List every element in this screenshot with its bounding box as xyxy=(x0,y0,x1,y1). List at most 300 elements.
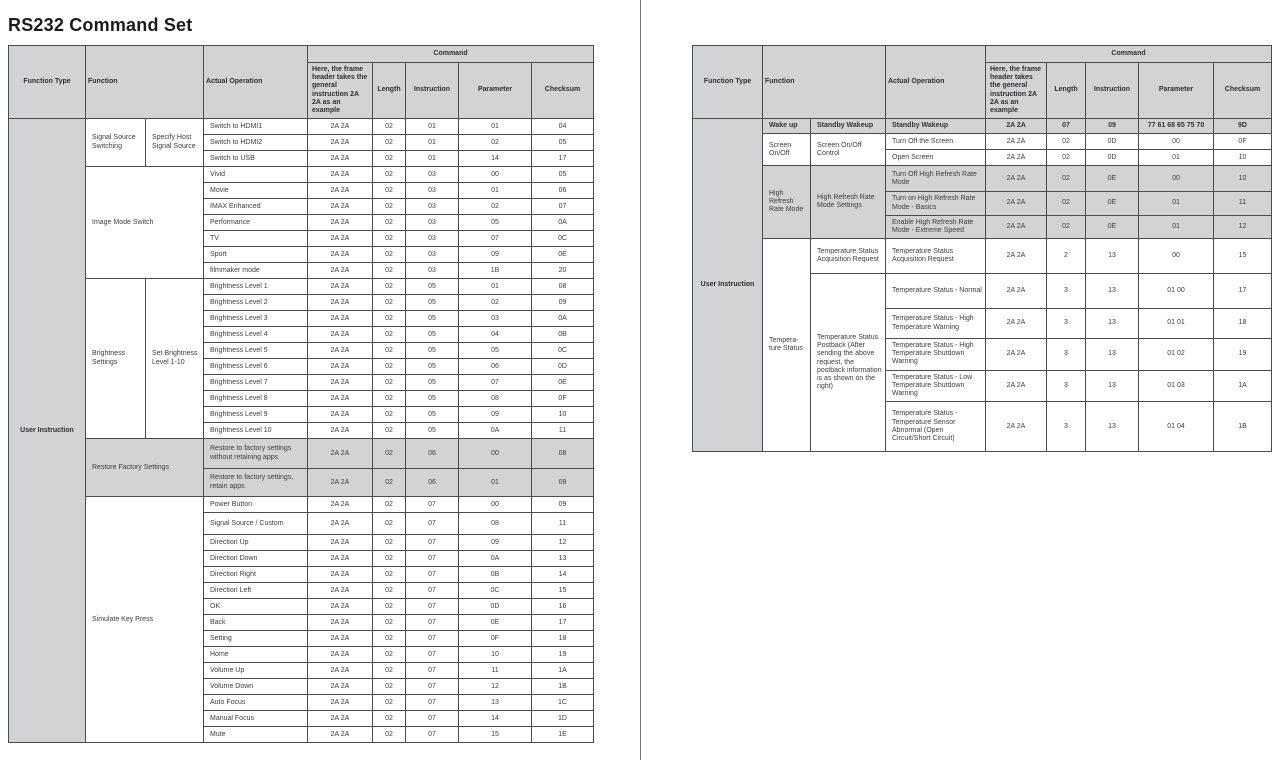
checksum-cell: 10 xyxy=(1214,166,1272,192)
instruction-cell: 07 xyxy=(406,535,459,551)
checksum-cell: 06 xyxy=(532,183,594,199)
header-function-type: Function Type xyxy=(693,46,763,119)
instruction-cell: 05 xyxy=(406,375,459,391)
parameter-cell: 01 xyxy=(1139,215,1214,238)
frame-header-cell: 2A 2A xyxy=(308,295,373,311)
parameter-cell: 0C xyxy=(459,583,532,599)
checksum-cell: 08 xyxy=(532,439,594,469)
length-cell: 02 xyxy=(373,247,406,263)
checksum-cell: 0E xyxy=(532,247,594,263)
parameter-cell: 07 xyxy=(459,375,532,391)
header-parameter: Parameter xyxy=(1139,63,1214,119)
frame-header-cell: 2A 2A xyxy=(308,231,373,247)
instruction-cell: 07 xyxy=(406,695,459,711)
instruction-cell: 13 xyxy=(1086,239,1139,274)
checksum-cell: 15 xyxy=(532,583,594,599)
frame-header-cell: 2A 2A xyxy=(308,599,373,615)
operation-cell: Turn on High Refresh Rate Mode - Basics xyxy=(886,192,986,215)
frame-header-cell: 2A 2A xyxy=(308,663,373,679)
parameter-cell: 00 xyxy=(1139,134,1214,150)
frame-header-cell: 2A 2A xyxy=(308,711,373,727)
header-function-type: Function Type xyxy=(9,46,86,119)
frame-header-cell: 2A 2A xyxy=(308,439,373,469)
length-cell: 02 xyxy=(373,567,406,583)
length-cell: 02 xyxy=(373,279,406,295)
frame-header-cell: 2A 2A xyxy=(308,167,373,183)
frame-header-cell: 2A 2A xyxy=(308,567,373,583)
frame-header-cell: 2A 2A xyxy=(308,279,373,295)
length-cell: 02 xyxy=(1047,166,1086,192)
length-cell: 02 xyxy=(373,695,406,711)
instruction-cell: 01 xyxy=(406,135,459,151)
instruction-cell: 13 xyxy=(1086,370,1139,402)
header-instruction: Instruction xyxy=(1086,63,1139,119)
operation-cell: Back xyxy=(204,615,308,631)
parameter-cell: 15 xyxy=(459,727,532,743)
frame-header-cell: 2A 2A xyxy=(308,391,373,407)
length-cell: 02 xyxy=(373,183,406,199)
parameter-cell: 11 xyxy=(459,663,532,679)
function-cell: Wake up xyxy=(763,119,811,134)
parameter-cell: 00 xyxy=(1139,166,1214,192)
operation-cell: Performance xyxy=(204,215,308,231)
checksum-cell: 0F xyxy=(1214,134,1272,150)
instruction-cell: 03 xyxy=(406,263,459,279)
operation-cell: Auto Focus xyxy=(204,695,308,711)
length-cell: 02 xyxy=(373,663,406,679)
table-row xyxy=(693,166,1272,192)
length-cell: 02 xyxy=(373,407,406,423)
instruction-cell: 07 xyxy=(406,551,459,567)
instruction-cell: 0E xyxy=(1086,215,1139,238)
table-row xyxy=(9,439,594,469)
operation-cell: Switch to HDMI1 xyxy=(204,119,308,135)
length-cell: 02 xyxy=(373,343,406,359)
length-cell: 3 xyxy=(1047,274,1086,309)
table-row xyxy=(9,497,594,513)
instruction-cell: 06 xyxy=(406,469,459,497)
operation-cell: Turn Off the Screen xyxy=(886,134,986,150)
checksum-cell: 0B xyxy=(532,327,594,343)
instruction-cell: 01 xyxy=(406,151,459,167)
table-row xyxy=(693,119,1272,134)
frame-header-cell: 2A 2A xyxy=(308,247,373,263)
frame-header-cell: 2A 2A xyxy=(308,343,373,359)
instruction-cell: 05 xyxy=(406,327,459,343)
frame-header-cell: 2A 2A xyxy=(308,311,373,327)
instruction-cell: 05 xyxy=(406,391,459,407)
subfunction-cell: High Refresh Rate Mode Settings xyxy=(811,166,886,239)
parameter-cell: 01 xyxy=(459,119,532,135)
operation-cell: Switch to HDMI2 xyxy=(204,135,308,151)
parameter-cell: 02 xyxy=(459,199,532,215)
header-function: Function xyxy=(763,46,886,119)
checksum-cell: 12 xyxy=(1214,215,1272,238)
function-cell: Tempera-ture Status xyxy=(763,239,811,452)
length-cell: 02 xyxy=(373,711,406,727)
function-cell: Screen On/Off xyxy=(763,134,811,166)
frame-header-cell: 2A 2A xyxy=(308,407,373,423)
checksum-cell: 18 xyxy=(1214,309,1272,339)
length-cell: 02 xyxy=(373,119,406,135)
parameter-cell: 00 xyxy=(459,497,532,513)
instruction-cell: 07 xyxy=(406,615,459,631)
frame-header-cell: 2A 2A xyxy=(308,551,373,567)
length-cell: 02 xyxy=(373,513,406,535)
parameter-cell: 05 xyxy=(459,343,532,359)
operation-cell: Temperature Status - Normal xyxy=(886,274,986,309)
table-body xyxy=(9,119,594,743)
instruction-cell: 0E xyxy=(1086,192,1139,215)
header-checksum: Checksum xyxy=(1214,63,1272,119)
parameter-cell: 00 xyxy=(459,167,532,183)
instruction-cell: 07 xyxy=(406,727,459,743)
checksum-cell: 0F xyxy=(532,391,594,407)
frame-header-cell: 2A 2A xyxy=(308,199,373,215)
parameter-cell: 08 xyxy=(459,513,532,535)
instruction-cell: 07 xyxy=(406,567,459,583)
checksum-cell: 11 xyxy=(532,513,594,535)
checksum-cell: 1C xyxy=(532,695,594,711)
frame-header-cell: 2A 2A xyxy=(308,423,373,439)
parameter-cell: 01 01 xyxy=(1139,309,1214,339)
header-frame-note: Here, the frame header takes the general instruction 2A 2A as an example xyxy=(986,63,1047,119)
frame-header-cell: 2A 2A xyxy=(308,631,373,647)
parameter-cell: 0B xyxy=(459,567,532,583)
instruction-cell: 05 xyxy=(406,311,459,327)
checksum-cell: 05 xyxy=(532,135,594,151)
operation-cell: Signal Source / Custom xyxy=(204,513,308,535)
subfunction-cell: Set Brightness Level 1-10 xyxy=(146,279,204,439)
parameter-cell: 0A xyxy=(459,551,532,567)
parameter-cell: 01 xyxy=(459,279,532,295)
function-cell: Brightness Settings xyxy=(86,279,146,439)
parameter-cell: 0E xyxy=(459,615,532,631)
parameter-cell: 00 xyxy=(459,439,532,469)
operation-cell: Home xyxy=(204,647,308,663)
instruction-cell: 13 xyxy=(1086,274,1139,309)
checksum-cell: 1A xyxy=(1214,370,1272,402)
length-cell: 02 xyxy=(373,599,406,615)
length-cell: 3 xyxy=(1047,309,1086,339)
operation-cell: Vivid xyxy=(204,167,308,183)
operation-cell: Brightness Level 9 xyxy=(204,407,308,423)
frame-header-cell: 2A 2A xyxy=(308,359,373,375)
checksum-cell: 9D xyxy=(1214,119,1272,134)
parameter-cell: 01 xyxy=(459,469,532,497)
instruction-cell: 07 xyxy=(406,711,459,727)
frame-header-cell: 2A 2A xyxy=(308,535,373,551)
frame-header-cell: 2A 2A xyxy=(986,239,1047,274)
parameter-cell: 09 xyxy=(459,535,532,551)
instruction-cell: 03 xyxy=(406,167,459,183)
length-cell: 02 xyxy=(373,551,406,567)
instruction-cell: 0D xyxy=(1086,134,1139,150)
operation-cell: Brightness Level 1 xyxy=(204,279,308,295)
table-row xyxy=(693,239,1272,274)
instruction-cell: 05 xyxy=(406,295,459,311)
length-cell: 02 xyxy=(373,647,406,663)
frame-header-cell: 2A 2A xyxy=(986,215,1047,238)
operation-cell: Brightness Level 5 xyxy=(204,343,308,359)
checksum-cell: 19 xyxy=(1214,339,1272,371)
length-cell: 2 xyxy=(1047,239,1086,274)
checksum-cell: 07 xyxy=(532,199,594,215)
table-header-row xyxy=(693,46,1272,63)
function-cell: Signal Source Switching xyxy=(86,119,146,167)
checksum-cell: 17 xyxy=(1214,274,1272,309)
operation-cell: Switch to USB xyxy=(204,151,308,167)
operation-cell: Restore to factory settings without retaining apps xyxy=(204,439,308,469)
header-function: Function xyxy=(86,46,204,119)
frame-header-cell: 2A 2A xyxy=(308,647,373,663)
length-cell: 02 xyxy=(373,615,406,631)
checksum-cell: 0A xyxy=(532,311,594,327)
length-cell: 02 xyxy=(373,535,406,551)
length-cell: 02 xyxy=(1047,134,1086,150)
parameter-cell: 06 xyxy=(459,359,532,375)
instruction-cell: 07 xyxy=(406,497,459,513)
instruction-cell: 05 xyxy=(406,279,459,295)
function-cell: High Refresh Rate Mode xyxy=(763,166,811,239)
frame-header-cell: 2A 2A xyxy=(308,375,373,391)
operation-cell: Brightness Level 4 xyxy=(204,327,308,343)
instruction-cell: 13 xyxy=(1086,339,1139,371)
length-cell: 02 xyxy=(373,375,406,391)
function-cell: Simulate Key Press xyxy=(86,497,204,743)
length-cell: 02 xyxy=(373,311,406,327)
operation-cell: OK xyxy=(204,599,308,615)
page-divider-line xyxy=(640,0,641,760)
length-cell: 3 xyxy=(1047,370,1086,402)
checksum-cell: 10 xyxy=(1214,150,1272,166)
parameter-cell: 77 61 68 65 75 70 xyxy=(1139,119,1214,134)
operation-cell: Direction Down xyxy=(204,551,308,567)
checksum-cell: 1A xyxy=(532,663,594,679)
parameter-cell: 1B xyxy=(459,263,532,279)
length-cell: 02 xyxy=(373,439,406,469)
operation-cell: Direction Up xyxy=(204,535,308,551)
operation-cell: Direction Right xyxy=(204,567,308,583)
checksum-cell: 04 xyxy=(532,119,594,135)
checksum-cell: 0D xyxy=(532,359,594,375)
length-cell: 02 xyxy=(1047,192,1086,215)
checksum-cell: 14 xyxy=(532,567,594,583)
checksum-cell: 11 xyxy=(532,423,594,439)
frame-header-cell: 2A 2A xyxy=(308,583,373,599)
instruction-cell: 03 xyxy=(406,231,459,247)
length-cell: 3 xyxy=(1047,339,1086,371)
frame-header-cell: 2A 2A xyxy=(308,513,373,535)
operation-cell: Open Screen xyxy=(886,150,986,166)
instruction-cell: 07 xyxy=(406,599,459,615)
length-cell: 02 xyxy=(373,151,406,167)
instruction-cell: 07 xyxy=(406,583,459,599)
instruction-cell: 01 xyxy=(406,119,459,135)
frame-header-cell: 2A 2A xyxy=(986,309,1047,339)
operation-cell: Power Button xyxy=(204,497,308,513)
instruction-cell: 07 xyxy=(406,513,459,535)
parameter-cell: 0A xyxy=(459,423,532,439)
operation-cell: Mute xyxy=(204,727,308,743)
instruction-cell: 03 xyxy=(406,215,459,231)
parameter-cell: 01 xyxy=(1139,192,1214,215)
checksum-cell: 11 xyxy=(1214,192,1272,215)
parameter-cell: 01 00 xyxy=(1139,274,1214,309)
checksum-cell: 09 xyxy=(532,469,594,497)
instruction-cell: 05 xyxy=(406,343,459,359)
operation-cell: Temperature Status - Low Temperature Shutdown Warning xyxy=(886,370,986,402)
parameter-cell: 02 xyxy=(459,135,532,151)
parameter-cell: 10 xyxy=(459,647,532,663)
instruction-cell: 07 xyxy=(406,631,459,647)
frame-header-cell: 2A 2A xyxy=(986,370,1047,402)
header-command: Command xyxy=(986,46,1272,63)
checksum-cell: 12 xyxy=(532,535,594,551)
parameter-cell: 00 xyxy=(1139,239,1214,274)
parameter-cell: 02 xyxy=(459,295,532,311)
length-cell: 02 xyxy=(1047,215,1086,238)
frame-header-cell: 2A 2A xyxy=(308,695,373,711)
instruction-cell: 0D xyxy=(1086,150,1139,166)
table-row xyxy=(9,167,594,183)
frame-header-cell: 2A 2A xyxy=(986,339,1047,371)
frame-header-cell: 2A 2A xyxy=(308,615,373,631)
parameter-cell: 12 xyxy=(459,679,532,695)
checksum-cell: 1E xyxy=(532,727,594,743)
checksum-cell: 15 xyxy=(1214,239,1272,274)
length-cell: 02 xyxy=(1047,150,1086,166)
operation-cell: TV xyxy=(204,231,308,247)
parameter-cell: 03 xyxy=(459,311,532,327)
checksum-cell: 20 xyxy=(532,263,594,279)
parameter-cell: 01 xyxy=(459,183,532,199)
operation-cell: IMAX Enhanced xyxy=(204,199,308,215)
parameter-cell: 05 xyxy=(459,215,532,231)
checksum-cell: 17 xyxy=(532,615,594,631)
function-cell: Image Mode Switch xyxy=(86,167,204,279)
length-cell: 02 xyxy=(373,497,406,513)
operation-cell: Volume Up xyxy=(204,663,308,679)
parameter-cell: 09 xyxy=(459,407,532,423)
frame-header-cell: 2A 2A xyxy=(308,679,373,695)
subfunction-cell: Temperature Status Postback (After sending the above request, the postback information is as shown on the right) xyxy=(811,274,886,452)
length-cell: 02 xyxy=(373,359,406,375)
page-title: RS232 Command Set xyxy=(8,15,193,36)
operation-cell: Brightness Level 6 xyxy=(204,359,308,375)
frame-header-cell: 2A 2A xyxy=(986,119,1047,134)
frame-header-cell: 2A 2A xyxy=(308,727,373,743)
checksum-cell: 10 xyxy=(532,407,594,423)
instruction-cell: 03 xyxy=(406,183,459,199)
length-cell: 02 xyxy=(373,727,406,743)
parameter-cell: 14 xyxy=(459,711,532,727)
operation-cell: Temperature Status Acquisition Request xyxy=(886,239,986,274)
length-cell: 02 xyxy=(373,391,406,407)
checksum-cell: 13 xyxy=(532,551,594,567)
frame-header-cell: 2A 2A xyxy=(986,166,1047,192)
instruction-cell: 07 xyxy=(406,663,459,679)
length-cell: 02 xyxy=(373,469,406,497)
length-cell: 02 xyxy=(373,631,406,647)
frame-header-cell: 2A 2A xyxy=(308,135,373,151)
frame-header-cell: 2A 2A xyxy=(308,119,373,135)
operation-cell: Setting xyxy=(204,631,308,647)
operation-cell: Temperature Status - Temperature Sensor Abnormal (Open Circuit/Short Circuit) xyxy=(886,402,986,452)
parameter-cell: 01 xyxy=(1139,150,1214,166)
header-actual-operation: Actual Operation xyxy=(204,46,308,119)
operation-cell: Turn Off High Refresh Rate Mode xyxy=(886,166,986,192)
frame-header-cell: 2A 2A xyxy=(986,150,1047,166)
length-cell: 02 xyxy=(373,135,406,151)
length-cell: 02 xyxy=(373,327,406,343)
operation-cell: Brightness Level 7 xyxy=(204,375,308,391)
length-cell: 07 xyxy=(1047,119,1086,134)
subfunction-cell: Specify Host Signal Source xyxy=(146,119,204,167)
checksum-cell: 09 xyxy=(532,497,594,513)
length-cell: 02 xyxy=(373,215,406,231)
parameter-cell: 07 xyxy=(459,231,532,247)
header-instruction: Instruction xyxy=(406,63,459,119)
frame-header-cell: 2A 2A xyxy=(308,151,373,167)
checksum-cell: 1D xyxy=(532,711,594,727)
length-cell: 02 xyxy=(373,231,406,247)
instruction-cell: 09 xyxy=(1086,119,1139,134)
table-body xyxy=(693,119,1272,452)
instruction-cell: 07 xyxy=(406,647,459,663)
instruction-cell: 13 xyxy=(1086,402,1139,452)
table-header xyxy=(693,46,1272,119)
operation-cell: Manual Focus xyxy=(204,711,308,727)
header-parameter: Parameter xyxy=(459,63,532,119)
instruction-cell: 05 xyxy=(406,423,459,439)
header-length: Length xyxy=(373,63,406,119)
frame-header-cell: 2A 2A xyxy=(308,263,373,279)
operation-cell: Brightness Level 2 xyxy=(204,295,308,311)
table-header xyxy=(9,46,594,119)
table-row xyxy=(693,134,1272,150)
instruction-cell: 07 xyxy=(406,679,459,695)
subfunction-cell: Standby Wakeup xyxy=(811,119,886,134)
length-cell: 02 xyxy=(373,167,406,183)
parameter-cell: 14 xyxy=(459,151,532,167)
frame-header-cell: 2A 2A xyxy=(986,192,1047,215)
checksum-cell: 18 xyxy=(532,631,594,647)
operation-cell: Enable High Refresh Rate Mode - Extreme Speed xyxy=(886,215,986,238)
checksum-cell: 0E xyxy=(532,375,594,391)
frame-header-cell: 2A 2A xyxy=(986,402,1047,452)
parameter-cell: 09 xyxy=(459,247,532,263)
parameter-cell: 01 03 xyxy=(1139,370,1214,402)
table-header-row xyxy=(9,46,594,63)
length-cell: 02 xyxy=(373,295,406,311)
instruction-cell: 05 xyxy=(406,359,459,375)
operation-cell: filmmaker mode xyxy=(204,263,308,279)
operation-cell: Restore to factory settings, retain apps xyxy=(204,469,308,497)
instruction-cell: 13 xyxy=(1086,309,1139,339)
length-cell: 02 xyxy=(373,583,406,599)
header-command: Command xyxy=(308,46,594,63)
length-cell: 3 xyxy=(1047,402,1086,452)
checksum-cell: 19 xyxy=(532,647,594,663)
instruction-cell: 0E xyxy=(1086,166,1139,192)
length-cell: 02 xyxy=(373,679,406,695)
operation-cell: Temperature Status - High Temperature Warning xyxy=(886,309,986,339)
table-row xyxy=(9,279,594,295)
rs232-command-table-left xyxy=(8,45,594,743)
table-row xyxy=(9,119,594,135)
length-cell: 02 xyxy=(373,199,406,215)
